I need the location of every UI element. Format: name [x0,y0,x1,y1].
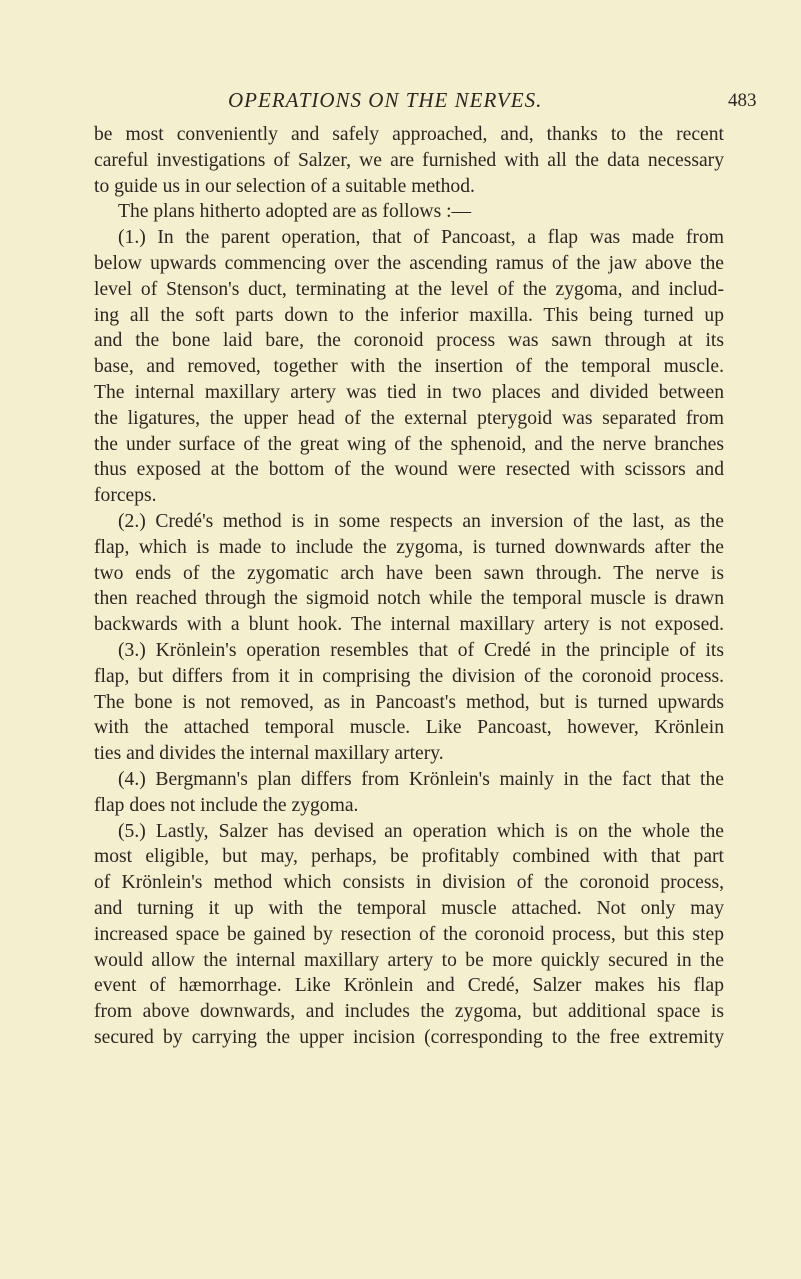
text-line: with the attached temporal muscle. Like Pancoast, however, Krönlein [94,717,724,739]
text-line: the ligatures, the upper head of the external pterygoid was separated from [94,407,724,429]
page-number: 483 [728,90,757,111]
text-line: then reached through the sigmoid notch while the temporal muscle is drawn [94,588,724,610]
text-line: would allow the internal maxillary artery to be more quickly secured in the [94,949,724,971]
text-line: base, and removed, together with the insertion of the temporal muscle. [94,356,724,378]
text-line: below upwards commencing over the ascending ramus of the jaw above the [94,252,724,274]
body-text [94,122,724,1051]
text-line: backwards with a blunt hook. The internal maxillary artery is not exposed. [94,614,724,636]
text-line: (5.) Lastly, Salzer has devised an operation which is on the whole the [118,820,724,842]
text-line: and the bone laid bare, the coronoid process was sawn through at its [94,330,724,352]
text-line: from above downwards, and includes the zygoma, but additional space is [94,1001,724,1023]
text-line: flap does not include the zygoma. [94,794,359,816]
text-line: The plans hitherto adopted are as follows :— [118,201,472,223]
text-line: ing all the soft parts down to the inferior maxilla. This being turned up [94,304,724,326]
text-line: ties and divides the internal maxillary artery. [94,743,444,765]
text-line: (4.) Bergmann's plan differs from Krönlein's mainly in the fact that the [118,768,724,790]
text-line: flap, which is made to include the zygoma, is turned downwards after the [94,536,724,558]
text-line: The internal maxillary artery was tied in two places and divided between [94,381,724,403]
text-line: to guide us in our selection of a suitable method. [94,175,475,197]
text-line: event of hæmorrhage. Like Krönlein and Credé, Salzer makes his flap [94,975,724,997]
page-header [0,88,801,118]
text-line: secured by carrying the upper incision (corresponding to the free extremity [94,1026,724,1048]
text-line: and turning it up with the temporal muscle attached. Not only may [94,897,724,919]
text-line: the under surface of the great wing of the sphenoid, and the nerve branches [94,433,724,455]
text-line: careful investigations of Salzer, we are furnished with all the data necessary [94,149,724,171]
text-line: be most conveniently and safely approached, and, thanks to the recent [94,124,724,145]
running-title: OPERATIONS ON THE NERVES. [228,88,543,112]
text-line: level of Stenson's duct, terminating at the level of the zygoma, and includ- [94,278,724,300]
text-line: two ends of the zygomatic arch have been sawn through. The nerve is [94,562,724,584]
text-line: (3.) Krönlein's operation resembles that of Credé in the principle of its [118,639,724,661]
text-line: thus exposed at the bottom of the wound were resected with scissors and [94,459,724,481]
text-line: forceps. [94,485,157,507]
text-line: most eligible, but may, perhaps, be profitably combined with that part [94,846,724,868]
text-line: of Krönlein's method which consists in division of the coronoid process, [94,872,724,894]
text-line: increased space be gained by resection of the coronoid process, but this step [94,923,724,945]
text-line: The bone is not removed, as in Pancoast's method, but is turned upwards [94,691,724,713]
text-line: (2.) Credé's method is in some respects an inversion of the last, as the [118,510,724,532]
text-line: (1.) In the parent operation, that of Pancoast, a flap was made from [118,227,724,249]
text-line: flap, but differs from it in comprising the division of the coronoid process. [94,665,724,687]
